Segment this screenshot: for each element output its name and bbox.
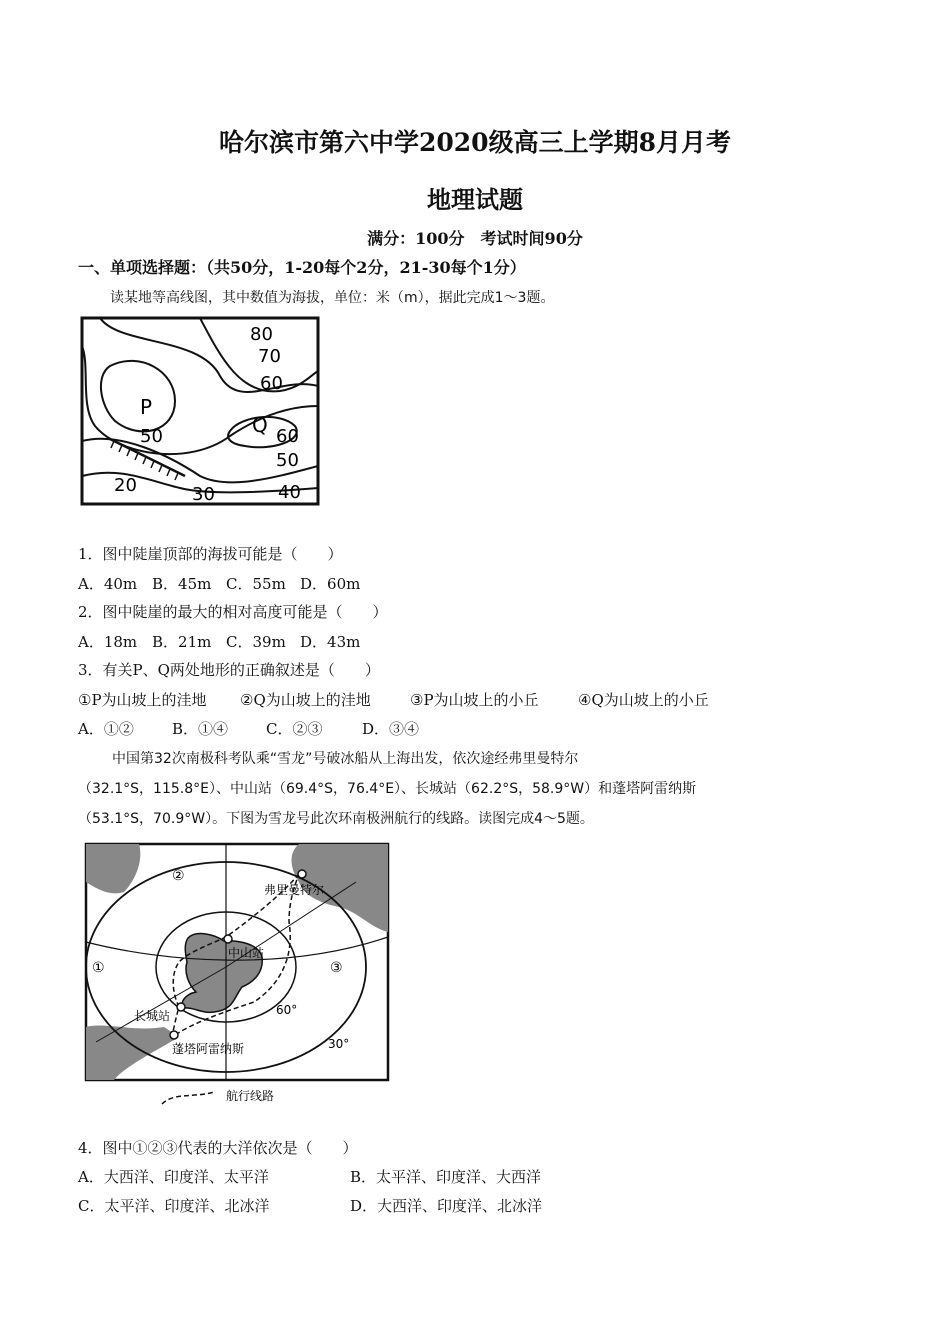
question-1-stem: 1．图中陡崖顶部的海拔可能是（ ） — [78, 545, 343, 563]
contour-label: 50 — [276, 450, 299, 471]
zhongshan-label: 中山站 — [228, 946, 265, 960]
fremantle-label: 弗里曼特尔 — [264, 883, 325, 897]
contour-label: 60 — [276, 426, 299, 447]
question-2-option-d[interactable]: D．43m — [300, 633, 361, 651]
route-legend-label: 航行线路 — [226, 1089, 275, 1103]
question-1-option-c[interactable]: C．55m — [226, 575, 286, 593]
score-line: 满分：100分 考试时间90分 — [367, 229, 583, 248]
antarctic-route-map — [84, 842, 390, 1110]
question-2-option-b[interactable]: B．21m — [152, 633, 212, 651]
question-3-statement-2: ②Q为山坡上的洼地 — [240, 691, 371, 709]
contour-label: 50 — [140, 426, 163, 447]
contour-map — [80, 316, 320, 506]
intro-contour: 读某地等高线图，其中数值为海拔，单位：米（m），据此完成1～3题。 — [110, 290, 555, 306]
question-2-option-a[interactable]: A．18m — [78, 633, 138, 651]
point-p-label: P — [140, 395, 153, 419]
intro-antarctic-line-3: （53.1°S，70.9°W）。下图为雪龙号此次环南极洲航行的线路。读图完成4～5题。 — [78, 811, 594, 827]
exam-title: 哈尔滨市第六中学2020级高三上学期8月月考 — [219, 128, 731, 157]
question-4-option-a[interactable]: A．大西洋、印度洋、太平洋 — [78, 1168, 269, 1186]
question-3-option-d[interactable]: D．③④ — [362, 720, 420, 738]
question-3-statement-4: ④Q为山坡上的小丘 — [578, 691, 709, 709]
question-2-stem: 2．图中陡崖的最大的相对高度可能是（ ） — [78, 603, 388, 621]
question-3-statement-3: ③P为山坡上的小丘 — [410, 691, 539, 709]
subject-title: 地理试题 — [427, 185, 523, 214]
contour-label: 20 — [114, 475, 137, 496]
question-4-option-b[interactable]: B．太平洋、印度洋、大西洋 — [350, 1168, 542, 1186]
question-3-stem: 3．有关P、Q两处地形的正确叙述是（ ） — [78, 661, 380, 679]
question-4-option-d[interactable]: D．大西洋、印度洋、北冰洋 — [350, 1197, 543, 1215]
question-3-option-a[interactable]: A．①② — [78, 720, 134, 738]
point-q-label: Q — [252, 413, 268, 437]
ocean-3-label: ③ — [330, 960, 343, 976]
question-1-option-d[interactable]: D．60m — [300, 575, 361, 593]
question-1-option-a[interactable]: A．40m — [78, 575, 138, 593]
question-1-option-b[interactable]: B．45m — [152, 575, 212, 593]
question-2-option-c[interactable]: C．39m — [226, 633, 286, 651]
intro-antarctic-line-1: 中国第32次南极科考队乘“雪龙”号破冰船从上海出发，依次途经弗里曼特尔 — [112, 751, 579, 767]
ocean-1-label: ① — [92, 960, 105, 976]
intro-antarctic-line-2: （32.1°S，115.8°E）、中山站（69.4°S，76.4°E）、长城站（62.2°S，58.9°W）和蓬塔阿雷纳斯 — [78, 781, 697, 797]
changcheng-label: 长城站 — [134, 1009, 171, 1023]
contour-label: 80 — [250, 324, 273, 345]
contour-label: 60 — [260, 373, 283, 394]
question-4-stem: 4．图中①②③代表的大洋依次是（ ） — [78, 1139, 358, 1157]
lat-30-label: 30° — [328, 1037, 350, 1051]
punta-arenas-label: 蓬塔阿雷纳斯 — [172, 1042, 245, 1056]
contour-label: 70 — [258, 346, 281, 367]
question-3-statement-1: ①P为山坡上的洼地 — [78, 691, 207, 709]
contour-label: 40 — [278, 482, 301, 503]
contour-label: 30 — [192, 484, 215, 505]
ocean-2-label: ② — [172, 868, 185, 884]
question-3-option-c[interactable]: C．②③ — [266, 720, 323, 738]
section-heading: 一、单项选择题：（共50分，1-20每个2分，21-30每个1分） — [78, 258, 526, 277]
question-4-option-c[interactable]: C．太平洋、印度洋、北冰洋 — [78, 1197, 270, 1215]
lat-60-label: 60° — [276, 1003, 298, 1017]
question-3-option-b[interactable]: B．①④ — [172, 720, 229, 738]
